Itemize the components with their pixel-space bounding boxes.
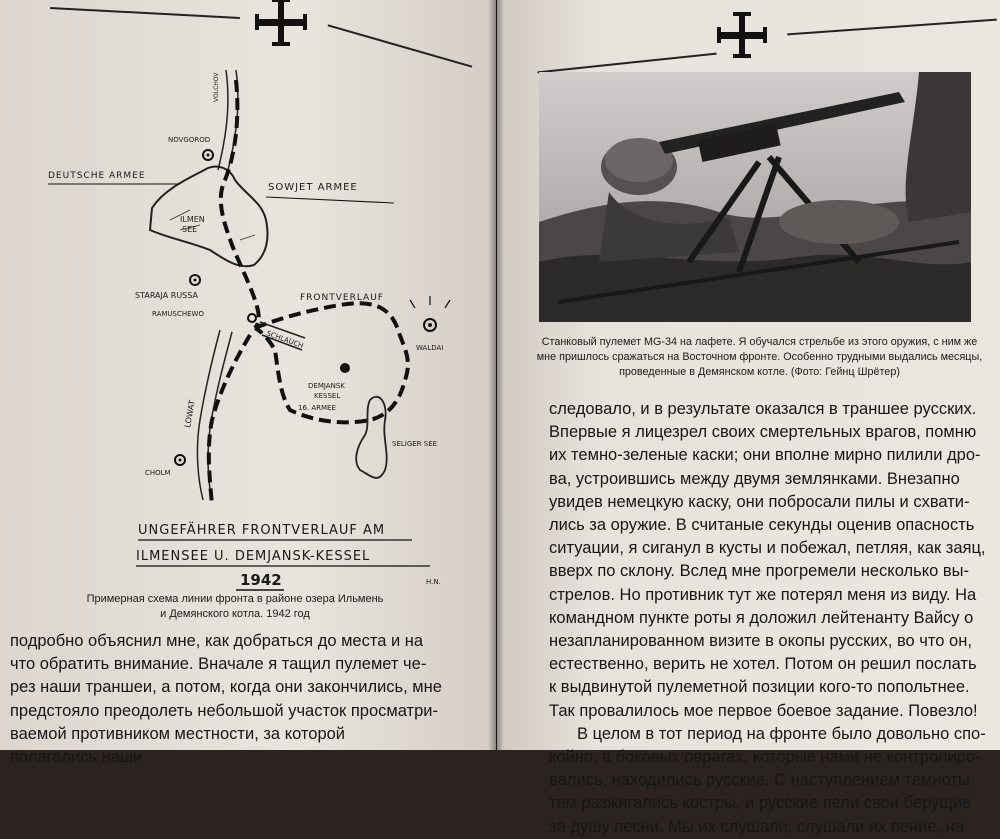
map-label-frontverlauf: FRONTVERLAUF xyxy=(300,293,384,303)
map-title-line2: ILMENSEE U. DEMJANSK-KESSEL xyxy=(136,549,371,564)
text-line: естественно, верить не хотел. Потом он решил послать xyxy=(549,655,977,674)
iron-cross-icon xyxy=(255,0,307,48)
left-body-text xyxy=(10,630,480,769)
text-line: ва, устроившись между двумя землянками. Внезапно xyxy=(549,469,960,488)
text-line: незапланированном визите в окопы русских, во что он, xyxy=(549,632,972,651)
front-map xyxy=(40,60,480,600)
header-rule-left xyxy=(537,53,716,74)
text-line: там разжигались костры, и русские пели свои берущие xyxy=(549,794,972,813)
text-line: Впервые я лицезрел своих смертельных врагов, помню xyxy=(549,423,977,442)
map-label-cholm: CHOLM xyxy=(145,469,171,477)
map-title-line1: UNGEFÄHRER FRONTVERLAUF AM xyxy=(138,523,386,538)
text-line: В целом в тот период на фронте было довольно спо- xyxy=(577,724,986,743)
right-page xyxy=(497,0,1000,836)
map-label-kessel: KESSEL xyxy=(314,392,341,400)
photo-caption-line: проведенные в Демянском котле. (Фото: Гейнц Шрётер) xyxy=(619,366,900,378)
photo-caption-line: мне пришлось сражаться на Восточном фронте. Особенно трудными выдались месяцы, xyxy=(536,351,983,363)
text-line: вверх по склону. Вслед мне прогремели несколько вы- xyxy=(549,562,970,581)
map-label-staraja-russa: STARAJA RUSSA xyxy=(135,291,198,300)
map-title-year: 1942 xyxy=(240,571,282,589)
map-label-sowjet-armee: SOWJET ARMEE xyxy=(268,182,358,193)
left-page xyxy=(0,0,496,767)
map-caption-line: и Демянского котла. 1942 год xyxy=(160,608,310,620)
text-line: полагались наши xyxy=(10,748,143,767)
photo-caption xyxy=(527,335,992,380)
map-label-waldai: WALDAI xyxy=(416,344,444,352)
map-label-demjansk: DEMJANSK xyxy=(308,382,345,390)
mg34-photo-image xyxy=(539,72,971,322)
map-label-seliger-see: SELIGER SEE xyxy=(392,440,438,448)
map-caption xyxy=(70,592,400,622)
map-label-16-armee: 16. ARMEE xyxy=(298,404,336,412)
text-line: за душу песни. Мы их слушали, слушали их пение, на xyxy=(549,817,965,836)
text-line: лись за оружие. В считаные секунды оценив опасность xyxy=(549,516,975,535)
text-line: увидев немецкую каску, они побросали пилы и схвати- xyxy=(549,492,970,511)
mg34-photo xyxy=(539,72,971,322)
map-label-volchov: VOLCHOV xyxy=(213,72,220,102)
text-line: предстояло преодолеть небольшой участок просматри- xyxy=(10,701,438,720)
text-line: вались, находились русские. С наступлением темноты xyxy=(549,771,970,790)
book-gutter xyxy=(488,0,504,750)
map-label-ilmen-see-2: SEE xyxy=(182,225,198,234)
right-body-text xyxy=(549,398,997,839)
map-signature: H.N. xyxy=(426,578,441,586)
map-label-schlauch: SCHLAUCH xyxy=(265,329,305,351)
text-line: подробно объяснил мне, как добраться до места и на xyxy=(10,632,424,650)
map-label-novgorod: NOVGOROD xyxy=(168,136,211,144)
text-line: ваемой противником местности, за которой xyxy=(10,724,346,743)
header-rule-right xyxy=(787,19,997,36)
text-line: рез наши траншеи, а потом, когда они закончились, мне xyxy=(10,678,442,697)
map-label-lowat: LOWAT xyxy=(183,399,197,429)
text-line: что обратить внимание. Вначале я тащил пулемет че- xyxy=(10,655,427,674)
map-label-ramuschewo: RAMUSCHEWO xyxy=(152,310,204,318)
text-line: ситуации, я сиганул в кусты и побежал, петляя, как заяц, xyxy=(549,539,986,558)
text-line: Так провалилось мое первое боевое задание. Повезло! xyxy=(549,701,978,720)
iron-cross-icon xyxy=(717,14,767,58)
header-rule-left xyxy=(50,7,240,19)
text-line: их темно-зеленые каски; они вполне мирно пилили дро- xyxy=(549,446,981,465)
text-line: койно, в боковых оврагах, которые нами не контролиро- xyxy=(549,748,981,767)
map-label-ilmen-see: ILMEN xyxy=(180,215,205,224)
map-label-deutsche-armee: DEUTSCHE ARMEE xyxy=(48,171,146,181)
text-line: следовало, и в результате оказался в траншее русских. xyxy=(549,400,977,418)
text-line: стрелов. Но противник тут же потерял меня из виду. На xyxy=(549,585,977,604)
photo-caption-line: Станковый пулемет MG-34 на лафете. Я обучался стрельбе из этого оружия, с ним же xyxy=(541,336,978,348)
text-line: командном пункте роты я доложил лейтенанту Вайсу о xyxy=(549,608,974,627)
map-caption-line: Примерная схема линии фронта в районе озера Ильмень xyxy=(86,593,384,605)
text-line: к выдвинутой пулеметной позиции кого-то попольтнее. xyxy=(549,678,970,697)
